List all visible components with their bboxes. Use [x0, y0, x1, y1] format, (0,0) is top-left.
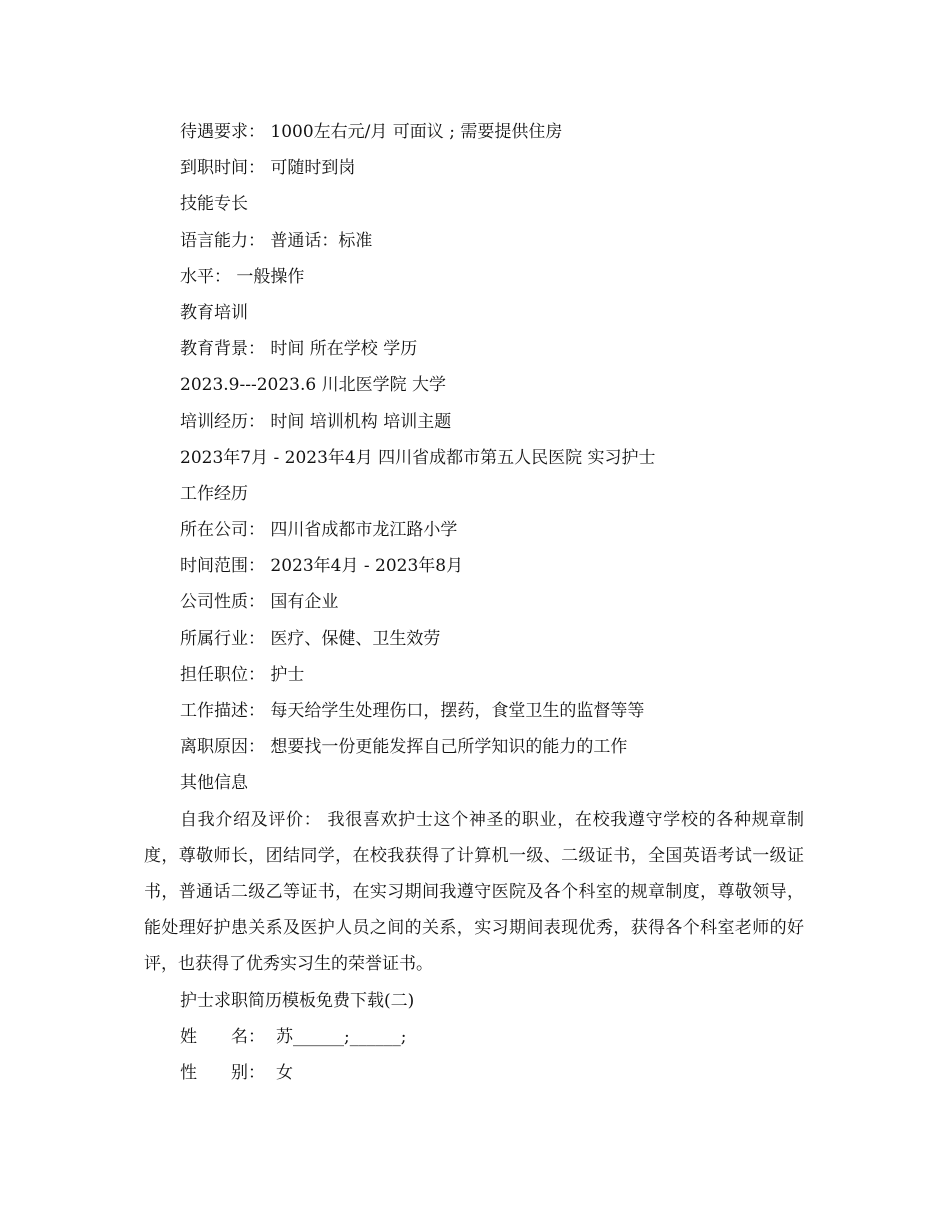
- language-ability: 语言能力： 普通话：标准: [180, 230, 373, 251]
- section-education: 教育培训: [180, 302, 248, 323]
- start-date: 到职时间： 可随时到岗: [180, 158, 356, 179]
- company-type: 公司性质： 国有企业: [180, 592, 339, 613]
- section-title-2: 护士求职简历模板免费下载(二): [180, 990, 415, 1011]
- position: 担任职位： 护士: [180, 664, 305, 685]
- document-content: [144, 114, 804, 1091]
- gender-row: [144, 1055, 804, 1091]
- education-background-header: 教育背景： 时间 所在学校 学历: [180, 339, 418, 360]
- time-range: 时间范围： 2023年4月 - 2023年8月: [180, 556, 464, 577]
- job-description: 工作描述： 每天给学生处理伤口，摆药，食堂卫生的监督等等: [180, 701, 645, 721]
- name-row: [144, 1019, 804, 1055]
- self-introduction: 自我介绍及评价： 我很喜欢护士这个神圣的职业，在校我遵守学校的各种规章制度，尊敬师长，团结同学，在校我获得了计算机一级、二级证书，全国英语考试一级证书，普通话二级乙等证书，在实习期间我遵守医院及各个科室的规章制度，尊敬领导，能处理好护患关系及医护人员之间的关系，实习期间表现优秀，获得各个科室老师的好评，也获得了优秀实习生的荣誉证书。: [144, 809, 804, 975]
- gender-value: 女: [276, 1062, 293, 1083]
- education-entry: 2023.9---2023.6 川北医学院 大学: [180, 375, 447, 396]
- section-skills: 技能专长: [180, 194, 248, 215]
- name-label: 姓 名：: [180, 1026, 265, 1047]
- industry: 所属行业： 医疗、保健、卫生效劳: [180, 628, 441, 649]
- gender-label: 性 别：: [180, 1062, 265, 1083]
- leaving-reason: 离职原因： 想要找一份更能发挥自己所学知识的能力的工作: [180, 737, 628, 758]
- section-other-info: 其他信息: [180, 773, 248, 794]
- skill-level: 水平： 一般操作: [180, 266, 305, 287]
- training-header: 培训经历： 时间 培训机构 培训主题: [180, 411, 452, 432]
- name-value: 苏______;______;: [276, 1026, 407, 1047]
- training-entry: 2023年7月 - 2023年4月 四川省成都市第五人民医院 实习护士: [180, 447, 656, 468]
- section-work-experience: 工作经历: [180, 483, 248, 504]
- salary-requirement: 待遇要求： 1000左右元/月 可面议 ; 需要提供住房: [180, 122, 563, 142]
- company: 所在公司： 四川省成都市龙江路小学: [180, 520, 458, 541]
